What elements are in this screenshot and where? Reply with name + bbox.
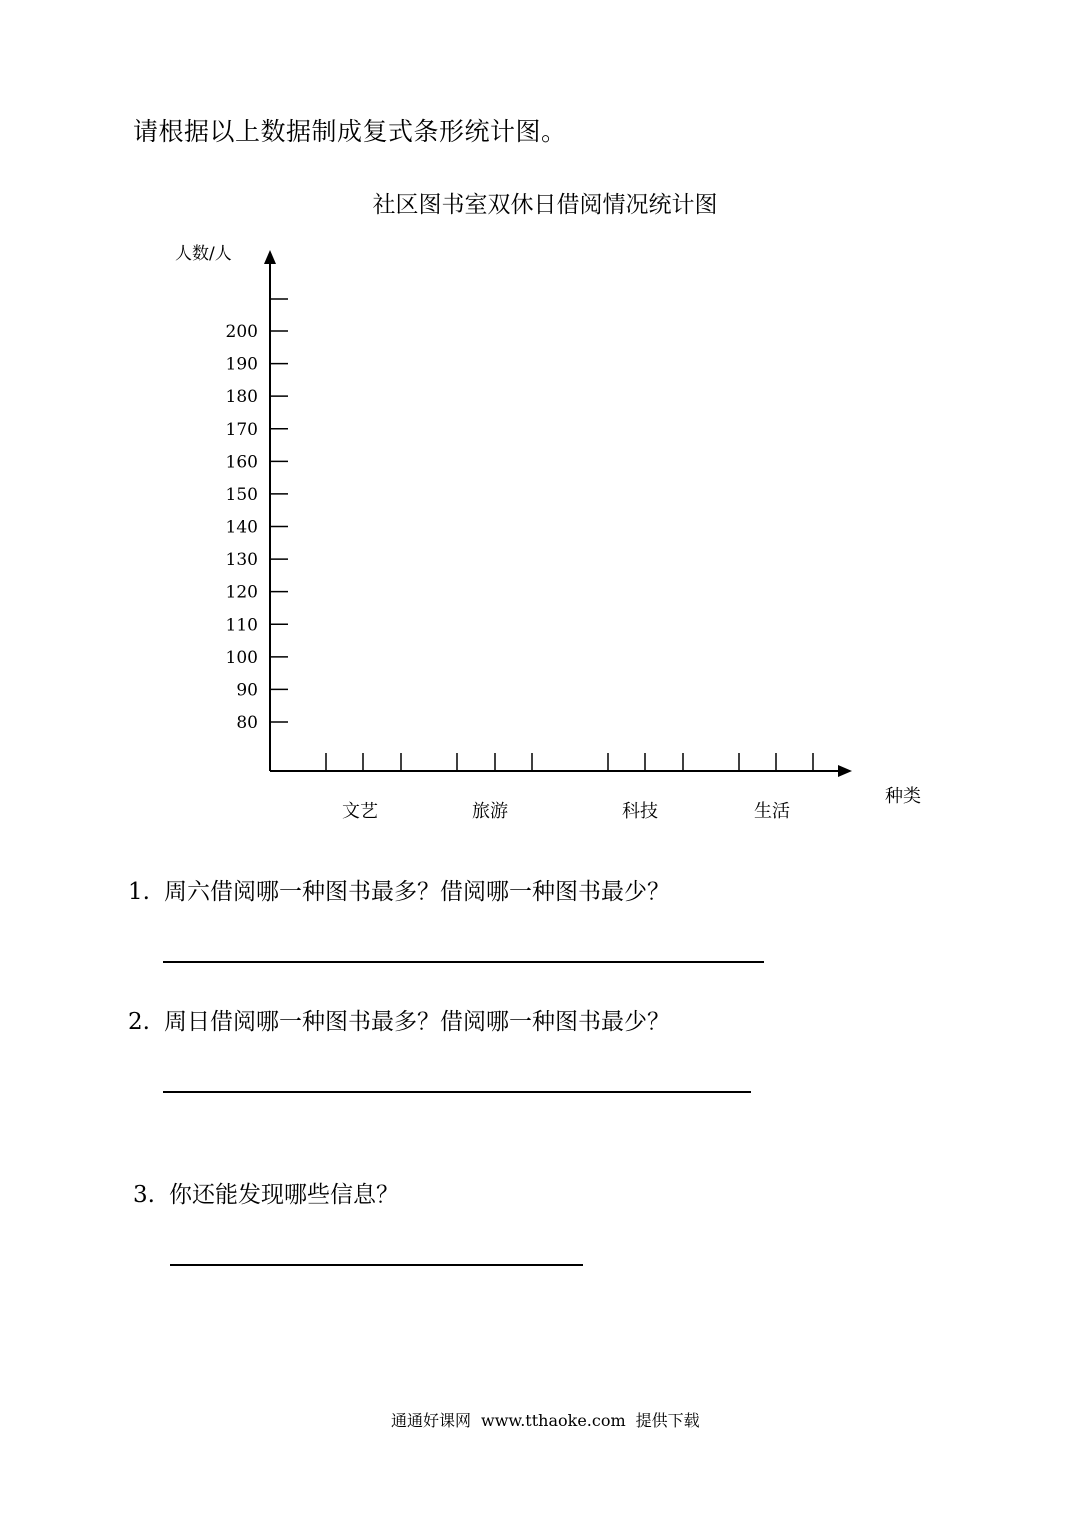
y-axis-arrow bbox=[264, 250, 276, 264]
footer-url[interactable]: www.tthaoke.com bbox=[481, 1411, 626, 1430]
answer-line-3[interactable] bbox=[170, 1264, 583, 1266]
footer-site: 通通好课网 bbox=[391, 1411, 472, 1430]
x-category-label: 文艺 bbox=[342, 801, 378, 822]
y-tick-label: 160 bbox=[225, 452, 258, 473]
y-tick-label: 170 bbox=[225, 419, 258, 440]
question-2 bbox=[128, 1003, 670, 1036]
footer bbox=[391, 1408, 700, 1431]
x-category-label: 科技 bbox=[622, 801, 658, 822]
y-tick-label: 80 bbox=[236, 713, 258, 733]
y-tick-label: 100 bbox=[225, 647, 258, 668]
chart-title: 社区图书室双休日借阅情况统计图 bbox=[372, 192, 718, 218]
x-category-label: 生活 bbox=[754, 801, 790, 822]
question-1-text: 周六借阅哪一种图书最多？借阅哪一种图书最少？ bbox=[163, 879, 670, 905]
question-3-number: 3. bbox=[133, 1182, 155, 1208]
answer-line-1[interactable] bbox=[163, 961, 764, 963]
footer-suffix: 提供下载 bbox=[635, 1411, 700, 1430]
y-tick-label: 130 bbox=[225, 550, 258, 571]
y-tick-label: 140 bbox=[225, 517, 258, 538]
question-2-text: 周日借阅哪一种图书最多？借阅哪一种图书最少？ bbox=[163, 1009, 670, 1035]
answer-line-2[interactable] bbox=[163, 1091, 751, 1093]
x-category-label: 旅游 bbox=[472, 801, 508, 822]
y-tick-label: 110 bbox=[225, 615, 258, 636]
question-1-number: 1. bbox=[128, 879, 150, 905]
y-tick-label: 200 bbox=[225, 322, 258, 342]
question-2-number: 2. bbox=[128, 1009, 150, 1035]
y-tick-label: 190 bbox=[225, 354, 258, 375]
y-tick-label: 180 bbox=[225, 387, 258, 408]
question-1 bbox=[128, 873, 670, 906]
instruction-text: 请根据以上数据制成复式条形统计图。 bbox=[133, 117, 567, 146]
question-3 bbox=[133, 1176, 399, 1209]
x-axis-arrow bbox=[838, 765, 852, 777]
question-3-text: 你还能发现哪些信息？ bbox=[168, 1182, 399, 1208]
y-tick-label: 90 bbox=[236, 680, 258, 701]
y-tick-label: 120 bbox=[225, 582, 258, 603]
y-tick-label: 150 bbox=[225, 484, 258, 505]
y-axis-label: 人数/人 bbox=[175, 244, 232, 264]
x-axis-label: 种类 bbox=[885, 786, 921, 807]
